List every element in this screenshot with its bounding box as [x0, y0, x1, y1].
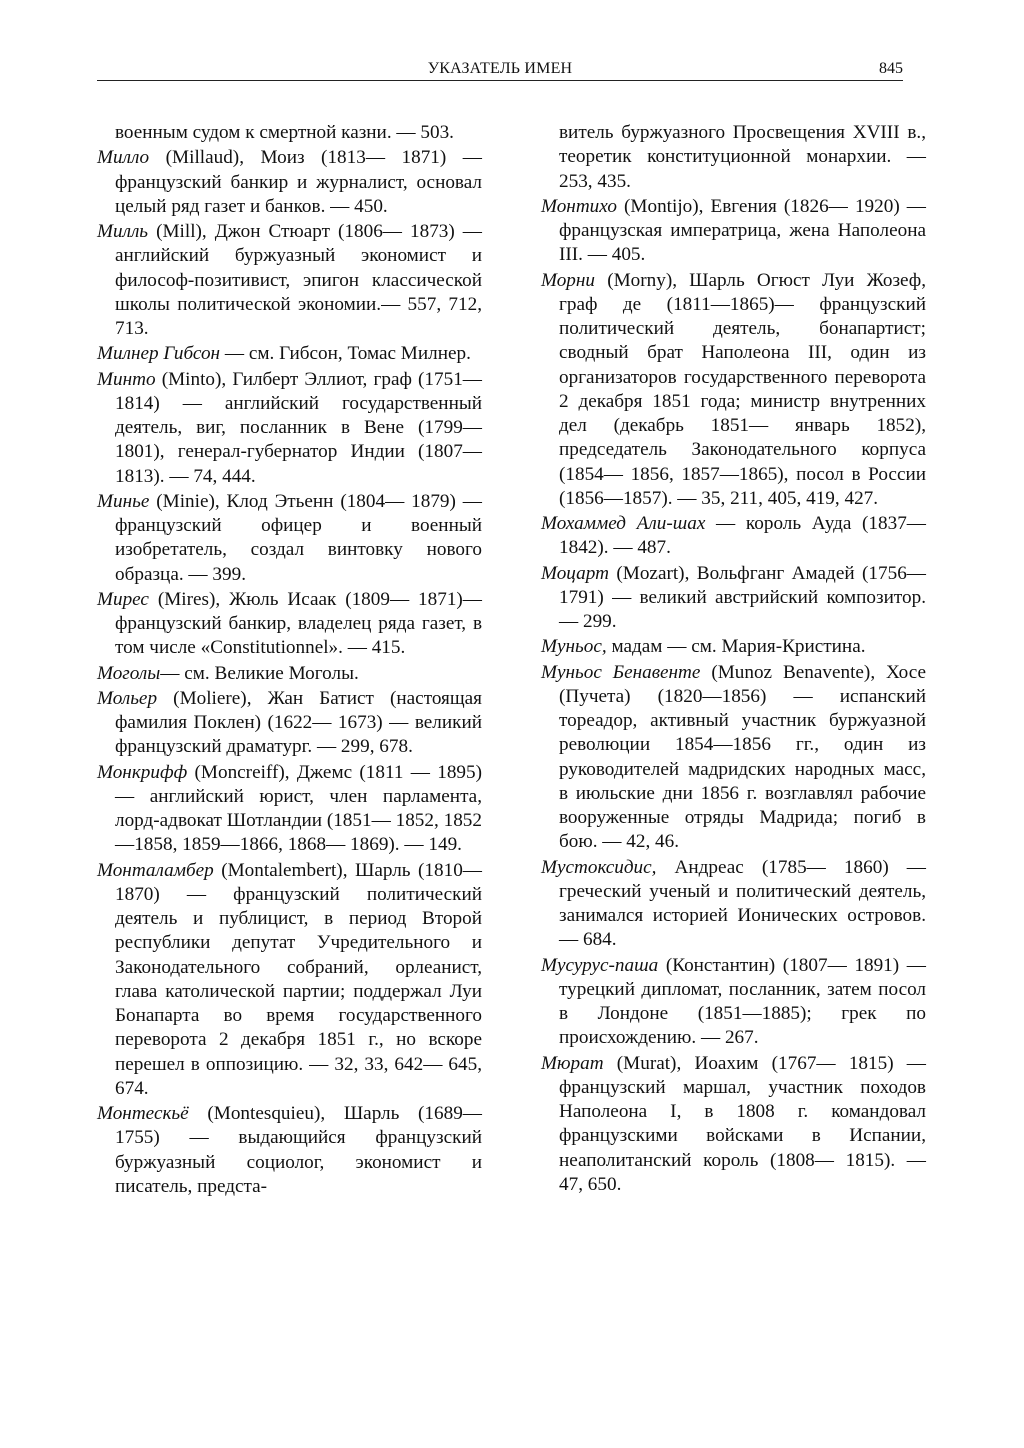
entry-name: Моцарт — [541, 562, 609, 584]
index-entry — [541, 954, 926, 1051]
page-number: 845 — [879, 60, 903, 77]
index-entry — [97, 1102, 482, 1199]
left-column — [97, 121, 482, 1200]
entry-text: (Montijo), Евгения (1826— 1920) — французская императрица, жена Наполеона III. — 405. — [559, 195, 926, 266]
entry-text: военным судом к смертной казни. — 503. — [115, 122, 454, 143]
entry-name: Минто — [97, 368, 156, 390]
index-entry — [541, 269, 926, 512]
entry-name: Милло — [97, 147, 150, 169]
entry-text: Андреас (1785— 1860) — греческий ученый и политический деятель, занимался историей Ионических островов.— 684. — [559, 856, 926, 951]
entry-name: Мольер — [97, 687, 158, 709]
header-title: УКАЗАТЕЛЬ ИМЕН — [427, 60, 573, 77]
entry-text: (Murat), Иоахим (1767— 1815) — французский маршал, участник походов Наполеона I, в 1808 г. командовал французскими войсками в Испании, неаполитанский король (1808— 1815). — 47, 650. — [559, 1052, 926, 1195]
index-entry — [541, 635, 926, 659]
entry-name: Муньос Бенавенте — [541, 661, 701, 683]
entry-text: (Mill), Джон Стюарт (1806— 1873) — английский буржуазный экономист и философ-позитивист, эпигон классической школы политической экономии.— 557, 712, 713. — [115, 221, 482, 339]
entry-text: (Moliere), Жан Батист (настоящая фамилия Поклен) (1622— 1673) — великий французский драматург. — 299, 678. — [115, 687, 482, 758]
entry-text: — см. Гибсон, Томас Милнер. — [220, 343, 471, 365]
entry-name: Монтескьё — [97, 1103, 189, 1124]
entry-name: Мусурус-паша — [541, 954, 659, 976]
index-entry — [97, 662, 482, 686]
entry-text: (Mires), Жюль Исаак (1809— 1871)— французский банкир, владелец ряда газет, в том числе «Constitutionnel». — 415. — [115, 588, 482, 659]
index-entry — [97, 588, 482, 661]
entry-name: Милль — [97, 221, 149, 242]
entry-text: (Montalembert), Шарль (1810—1870) — французский политический деятель и публицист, в период Второй республики депутат Учредительного и Законодательного собраний, орлеанист, глава католической партии; поддержал Луи Бонапарта во время государственного переворота 2 декабря 1851 г., но вскоре перешел в оппозицию. — 32, 33, 642— 645, 674. — [115, 859, 482, 1099]
index-entry — [97, 220, 482, 341]
entry-text: (Millaud), Моиз (1813— 1871) — французский банкир и журналист, основал целый ряд газет и банков. — 450. — [115, 147, 482, 217]
index-entry — [541, 121, 926, 194]
entry-name: Муньос, — [541, 636, 607, 658]
entry-text: (Montesquieu), Шарль (1689— 1755) — выдающийся французский буржуазный социолог, экономист и писатель, предста- — [115, 1103, 482, 1197]
running-header — [97, 58, 903, 81]
entry-name: Милнер Гибсон — [97, 343, 221, 365]
entry-text: (Munoz Benavente), Хосе (Пучета) (1820—1856) — испанский тореадор, активный участник буржуазной революции 1854—1856 гг., один из руководителей мадридских народных масс, в июльские дни 1856 г. возглавлял рабочие вооруженные отряды Мадрида; погиб в бою. — 42, 46. — [559, 661, 926, 853]
index-entry — [97, 859, 482, 1102]
index-entry — [541, 1052, 926, 1198]
right-column — [541, 121, 926, 1198]
index-entry — [97, 687, 482, 760]
index-entry — [541, 512, 926, 561]
entry-text: витель буржуазного Просвещения XVIII в., теоретик конституционной монархии. — 253, 435. — [559, 122, 926, 192]
entry-text: (Morny), Шарль Огюст Луи Жозеф, граф де (1811—1865)— французский политический деятель, бонапартист; сводный брат Наполеона III, один из организаторов государственного переворота 2 декабря 1851 года; министр внутренних дел (декабрь 1851— январь 1852), председатель Законодательного корпуса (1854— 1856, 1857—1865), посол в России (1856—1857). — 35, 211, 405, 419, 427. — [559, 269, 926, 509]
entry-text: мадам — см. Мария-Кристина. — [606, 636, 866, 658]
entry-text: (Mozart), Вольфганг Амадей (1756—1791) — великий австрийский композитор. — 299. — [559, 562, 926, 632]
entry-text: (Константин) (1807— 1891) — турецкий дипломат, посланник, затем посол в Лондоне (1851—1885); грек по происхождению. — 267. — [559, 954, 926, 1049]
index-entry — [97, 368, 482, 489]
entry-name: Морни — [541, 269, 596, 291]
index-entry — [541, 562, 926, 635]
index-entry — [97, 121, 482, 145]
entry-name: Монталамбер — [97, 859, 214, 881]
entry-name: Мохаммед Али-шах — [541, 513, 706, 534]
index-entry — [541, 856, 926, 953]
entry-text: (Minto), Гилберт Эллиот, граф (1751—1814) — английский государственный деятель, виг, посланник в Вене (1799—1801), генерал-губернатор Индии (1807— 1813). — 74, 444. — [115, 368, 482, 487]
index-entry — [97, 146, 482, 219]
index-entry — [97, 342, 482, 366]
entry-name: Мюрат — [541, 1052, 604, 1074]
entry-text: (Moncreiff), Джемс (1811 — 1895) — английский юрист, член парламента, лорд-адвокат Шотландии (1851— 1852, 1852—1858, 1859—1866, 1868— 1869). — 149. — [115, 761, 482, 856]
index-entry — [97, 761, 482, 858]
index-entry — [541, 195, 926, 268]
entry-text: (Minie), Клод Этьенн (1804— 1879) — французский офицер и военный изобретатель, создал винтовку нового образца. — 399. — [115, 490, 482, 585]
entry-name: Моголы — [97, 662, 161, 684]
entry-name: Мустоксидис, — [541, 856, 657, 878]
index-entry — [97, 490, 482, 587]
entry-name: Мирес — [97, 588, 149, 610]
entry-name: Миньe — [97, 490, 150, 512]
entry-text: — король Ауда (1837—1842). — 487. — [559, 513, 926, 559]
entry-text: — см. Великие Моголы. — [160, 662, 359, 684]
entry-name: Монкрифф — [97, 761, 188, 783]
entry-name: Монтихо — [541, 195, 617, 217]
index-entry — [541, 661, 926, 855]
